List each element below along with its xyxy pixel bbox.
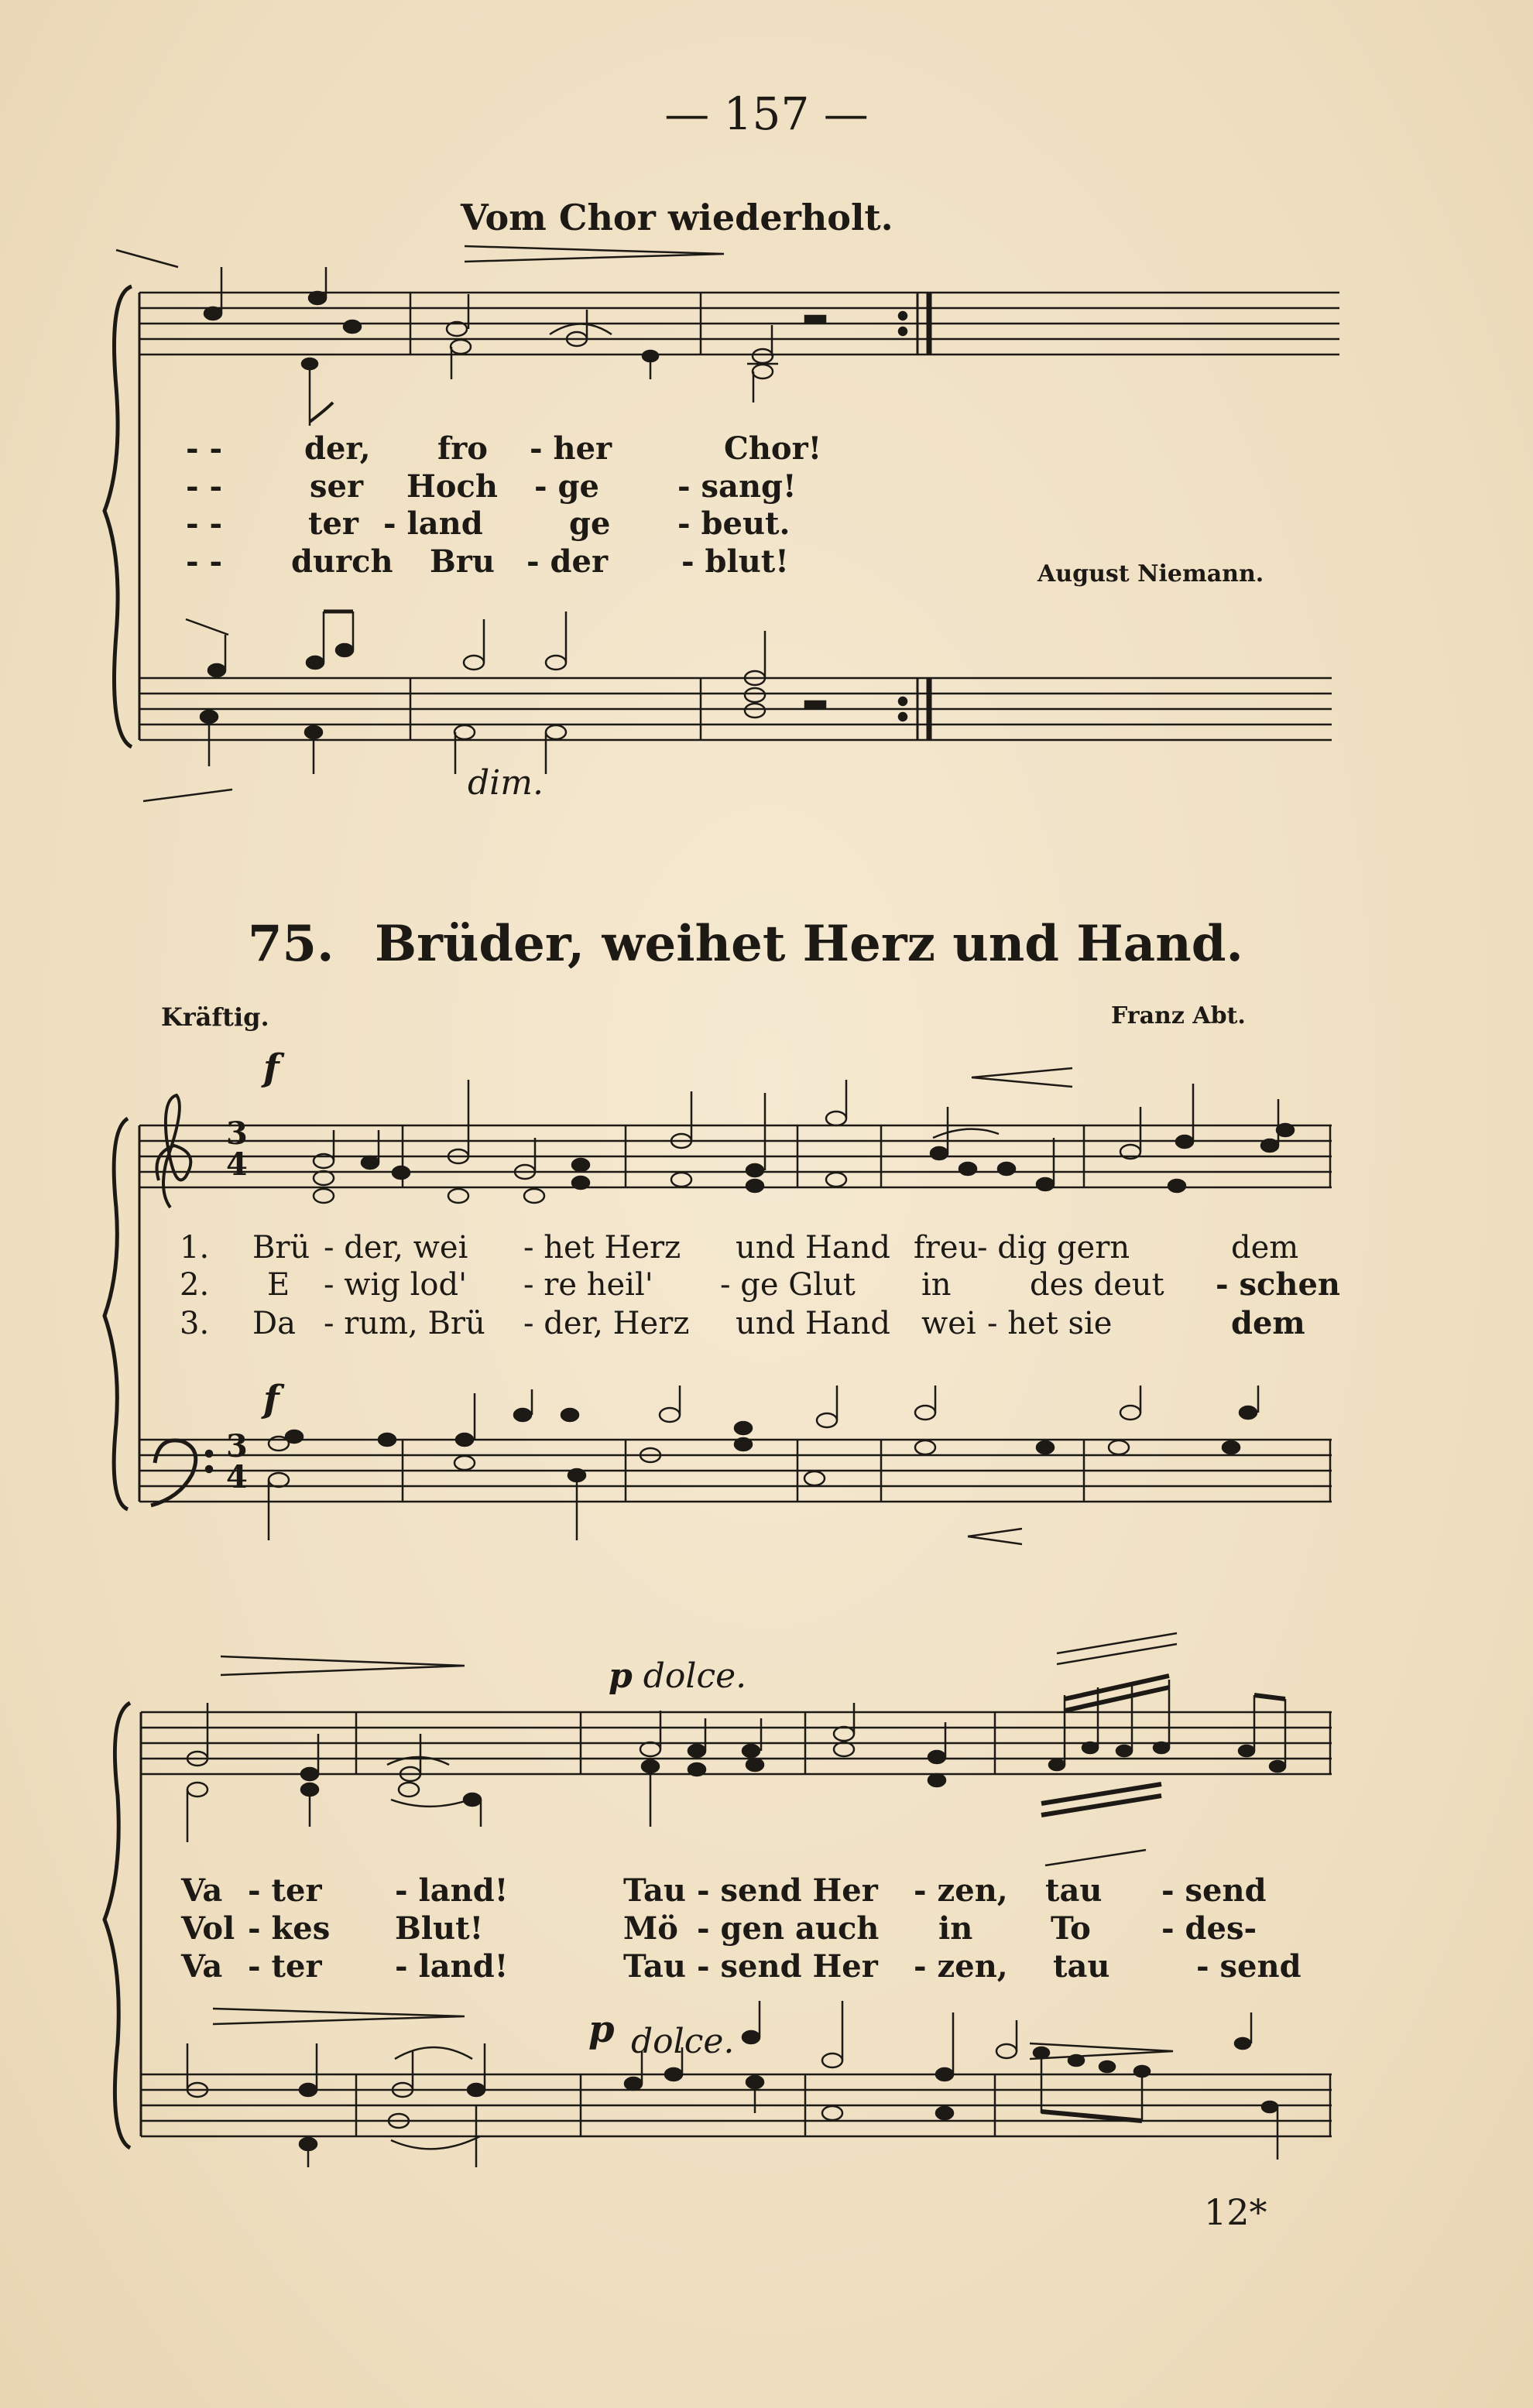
staff-lines — [141, 1712, 1332, 1774]
tempo-marking: Kräftig. — [161, 1002, 269, 1032]
dynamic-dim: dim. — [468, 763, 544, 803]
composer-credit-niemann: August Niemann. — [1037, 560, 1264, 587]
dynamic-forte-bass: f — [263, 1378, 280, 1421]
dynamic-forte-treble: f — [263, 1046, 280, 1090]
section-heading: Vom Chor wiederholt. — [461, 197, 893, 238]
song-number: 75. — [248, 915, 334, 973]
system-b — [105, 1068, 1332, 1544]
staff-lines — [141, 2074, 1332, 2136]
song-title: Brüder, weihet Herz und Hand. — [375, 915, 1243, 973]
svg-text:3: 3 — [226, 1115, 248, 1152]
dynamic-p-bass: p — [588, 2008, 615, 2051]
composer-credit-abt: Franz Abt. — [1111, 1002, 1246, 1029]
page-number: — 157 — — [664, 87, 869, 140]
signature-mark: 12* — [1204, 2191, 1267, 2233]
staff-lines — [139, 1440, 1332, 1502]
svg-text:4: 4 — [226, 1459, 248, 1495]
dynamic-dolce-bass: dolce. — [631, 2022, 735, 2061]
svg-text:4: 4 — [226, 1146, 248, 1183]
system-c — [105, 1633, 1332, 2167]
svg-text:3: 3 — [226, 1428, 248, 1464]
dynamic-p-dolce-treble: p dolce. — [609, 1656, 747, 1696]
staff-lines — [139, 1125, 1332, 1187]
system-a — [105, 246, 1339, 801]
